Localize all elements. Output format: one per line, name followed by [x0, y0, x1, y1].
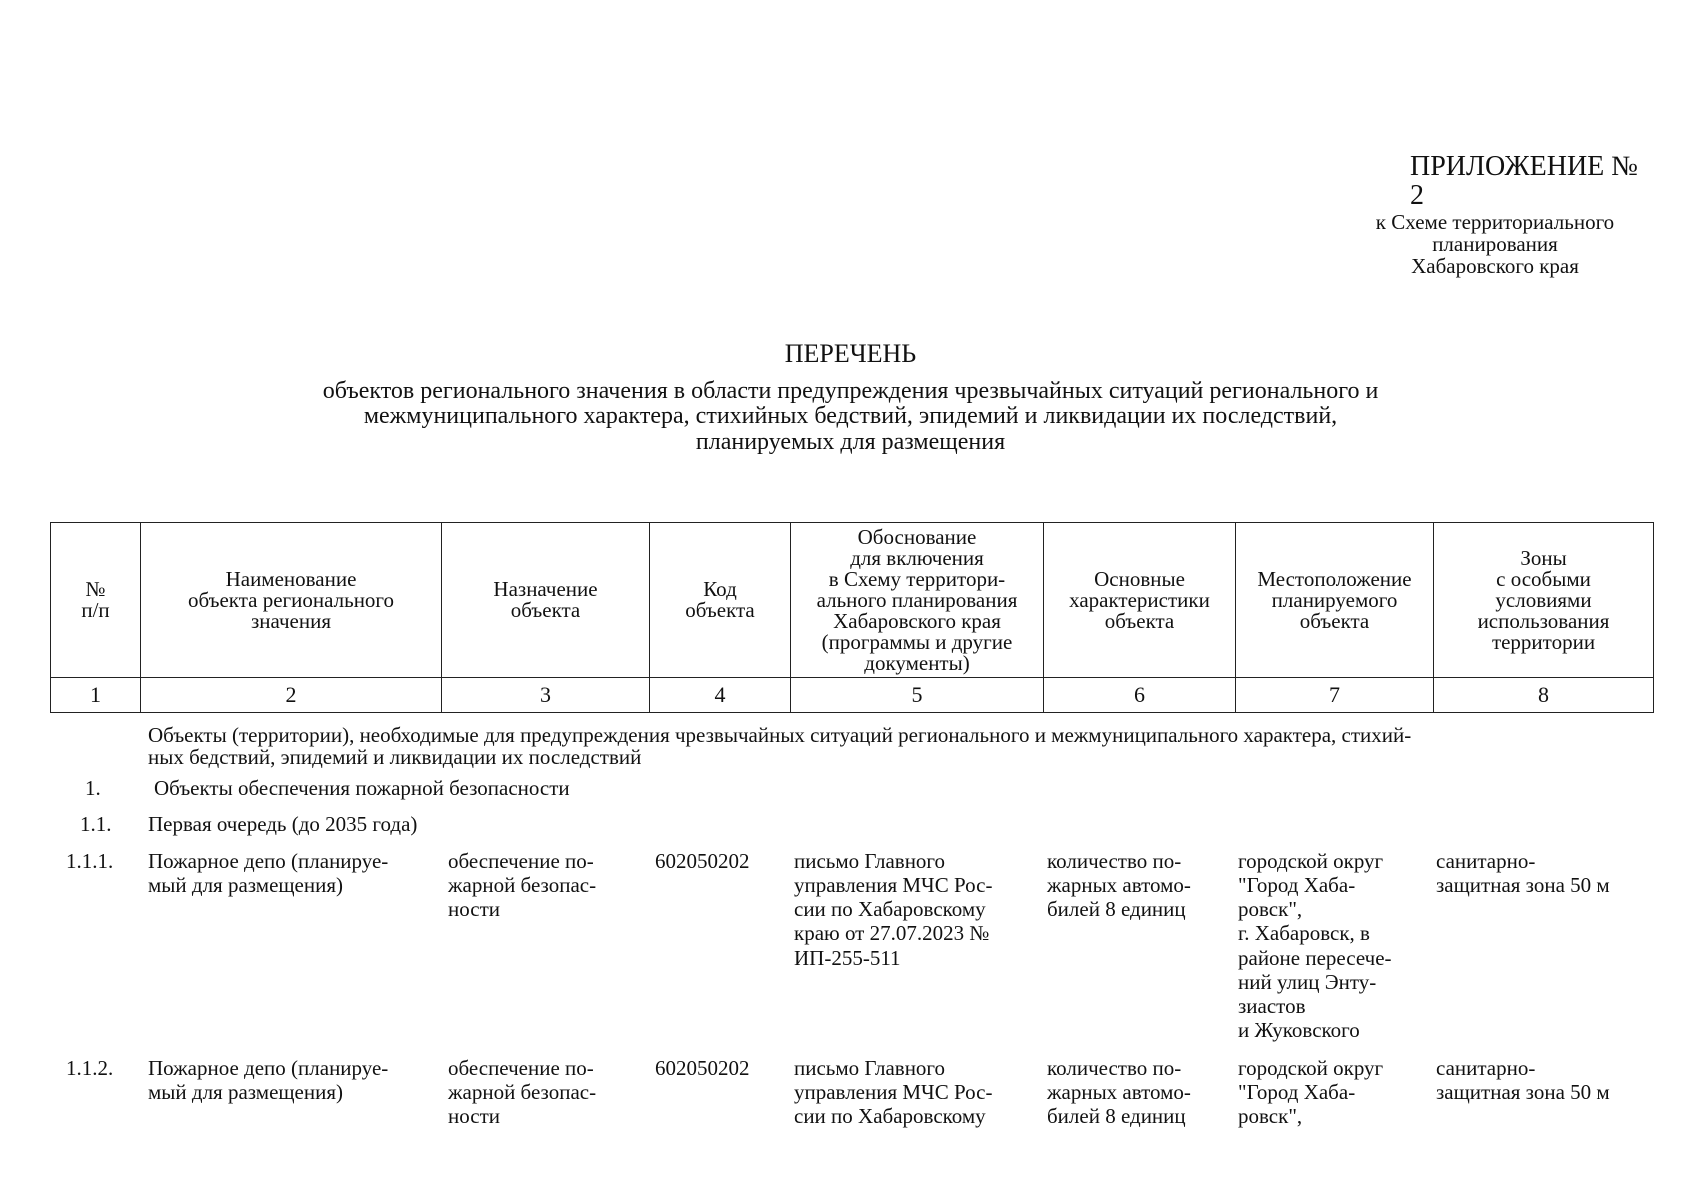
item-purpose-line: жарной безопас- — [448, 1080, 597, 1105]
item-location-line: ний улиц Энту- — [1238, 969, 1377, 994]
header-cell-line: объекта — [1104, 608, 1175, 633]
item-basis-line: управления МЧС Рос- — [794, 1080, 993, 1105]
item-characteristics-line: билей 8 единиц — [1047, 897, 1186, 922]
header-cell-line: Зоны — [1520, 545, 1567, 570]
appendix-line: Хабаровского края — [1411, 253, 1579, 278]
appendix-number: ПРИЛОЖЕНИЕ № 2 — [1410, 151, 1638, 212]
header-table — [50, 522, 1654, 713]
item-characteristics — [1047, 1056, 1227, 1128]
item-characteristics-line: жарных автомо- — [1047, 1080, 1191, 1105]
column-number-cell: 8 — [1434, 678, 1654, 713]
header-cell-line: документы) — [864, 650, 970, 675]
item-basis-line: управления МЧС Рос- — [794, 873, 993, 898]
section-intro-line: Объекты (территории), необходимые для предупреждения чрезвычайных ситуаций регионального и межмуниципального характера, стихий- — [148, 723, 1412, 747]
item-location-line: зиастов — [1238, 993, 1306, 1018]
header-cell-line: характеристики — [1069, 587, 1210, 612]
header-cell — [141, 523, 442, 678]
item-purpose-line: обеспечение по- — [448, 849, 594, 873]
item-zone — [1436, 1056, 1666, 1104]
item-location-line: и Жуковского — [1238, 1017, 1360, 1042]
level1-label: Объекты обеспечения пожарной безопасности — [154, 776, 570, 800]
item-characteristics — [1047, 849, 1227, 921]
item-location — [1238, 1056, 1428, 1128]
header-cell-line: Наименование — [225, 566, 357, 591]
header-cell-line: Назначение — [493, 577, 598, 601]
item-zone-line: санитарно- — [1436, 1056, 1536, 1080]
column-number-cell: 6 — [1044, 678, 1236, 713]
header-cell-line: Хабаровского края — [833, 608, 1001, 633]
item-location-line: ровск", — [1238, 897, 1303, 922]
header-cell-line: (программы и другие — [821, 629, 1013, 654]
header-cell-line: Код — [703, 577, 737, 601]
header-cell-line: ального планирования — [816, 587, 1018, 612]
column-number-row — [51, 678, 1654, 713]
column-number-cell: 4 — [650, 678, 791, 713]
item-zone-line: защитная зона 50 м — [1436, 873, 1610, 898]
item-name-line: мый для размещения) — [148, 873, 344, 898]
item-location-line: ровск", — [1238, 1104, 1303, 1129]
document-title-block — [100, 340, 1601, 455]
item-location-line: городской округ — [1238, 1056, 1384, 1080]
section-intro — [148, 724, 1648, 768]
item-purpose — [448, 849, 648, 921]
item-characteristics-line: жарных автомо- — [1047, 873, 1191, 898]
header-cell-line: Местоположение — [1257, 566, 1412, 591]
item-name-line: мый для размещения) — [148, 1080, 344, 1105]
header-cell-line: № — [85, 577, 106, 601]
header-cell-line: территории — [1491, 629, 1596, 654]
item-basis-line: краю от 27.07.2023 № — [794, 921, 990, 946]
column-number-cell: 3 — [442, 678, 650, 713]
item-purpose-line: жарной безопас- — [448, 873, 597, 898]
item-purpose-line: ности — [448, 897, 500, 922]
header-cell — [1236, 523, 1434, 678]
header-cell — [650, 523, 791, 678]
item-location-line: районе пересече- — [1238, 945, 1392, 970]
level1-number: 1. — [85, 776, 101, 800]
header-cell-line: в Схему территори- — [828, 566, 1006, 591]
item-basis — [794, 849, 1034, 970]
item-purpose — [448, 1056, 648, 1128]
item-basis-line: сии по Хабаровскому — [794, 897, 986, 922]
appendix-block — [1340, 152, 1650, 277]
item-name-line: Пожарное депо (планируе- — [148, 1056, 389, 1080]
item-basis-line: сии по Хабаровскому — [794, 1104, 986, 1129]
item-purpose-line: обеспечение по- — [448, 1056, 594, 1080]
item-code: 602050202 — [655, 849, 750, 873]
item-location-line: "Город Хаба- — [1238, 1080, 1356, 1105]
document-subtitle-line: объектов регионального значения в области предупреждения чрезвычайных ситуаций регионального и — [322, 378, 1379, 405]
header-cell-line: объекта — [510, 598, 581, 622]
item-name-line: Пожарное депо (планируе- — [148, 849, 389, 873]
item-zone — [1436, 849, 1666, 897]
item-number: 1.1.2. — [66, 1056, 114, 1080]
column-number-cell: 7 — [1236, 678, 1434, 713]
item-basis — [794, 1056, 1034, 1128]
header-cell-line: для включения — [850, 545, 984, 570]
level2-label: Первая очередь (до 2035 года) — [148, 812, 418, 836]
header-cell-line: объекта — [1299, 608, 1370, 633]
header-cell-line: с особыми — [1496, 566, 1591, 591]
header-cell-line: условиями — [1495, 587, 1592, 612]
item-code: 602050202 — [655, 1056, 750, 1080]
item-basis-line: ИП-255-511 — [794, 945, 901, 970]
header-cell — [442, 523, 650, 678]
document-subtitle-line: планируемых для размещения — [695, 428, 1006, 455]
header-cell-line: Основные — [1094, 566, 1185, 591]
header-cell-line: Обоснование — [857, 524, 977, 549]
header-cell-line: объекта — [685, 598, 755, 622]
item-zone-line: санитарно- — [1436, 849, 1536, 873]
item-zone-line: защитная зона 50 м — [1436, 1080, 1610, 1105]
item-basis-line: письмо Главного — [794, 1056, 946, 1080]
document-subtitle-line: межмуниципального характера, стихийных бедствий, эпидемий и ликвидации их последствий, — [363, 403, 1338, 430]
appendix-line: планирования — [1432, 231, 1558, 256]
item-location-line: "Город Хаба- — [1238, 873, 1356, 898]
item-location — [1238, 849, 1428, 1042]
header-cell — [791, 523, 1044, 678]
header-cell-line: значения — [250, 608, 332, 633]
item-characteristics-line: количество по- — [1047, 1056, 1182, 1080]
item-basis-line: письмо Главного — [794, 849, 946, 873]
appendix-line: к Схеме территориального — [1375, 209, 1615, 234]
header-cell — [1434, 523, 1654, 678]
item-characteristics-line: билей 8 единиц — [1047, 1104, 1186, 1129]
item-name — [148, 849, 438, 897]
document-title: ПЕРЕЧЕНЬ — [784, 339, 917, 368]
section-intro-line: ных бедствий, эпидемий и ликвидации их последствий — [148, 745, 642, 770]
header-cell-line: использования — [1477, 608, 1610, 633]
item-name — [148, 1056, 438, 1104]
column-number-cell: 1 — [51, 678, 141, 713]
header-cell — [1044, 523, 1236, 678]
level2-number: 1.1. — [80, 812, 112, 836]
header-cell — [51, 523, 141, 678]
item-location-line: г. Хабаровск, в — [1238, 921, 1370, 946]
header-cell-line: п/п — [81, 598, 110, 622]
header-cell-line: планируемого — [1271, 587, 1398, 612]
header-row — [51, 523, 1654, 678]
item-purpose-line: ности — [448, 1104, 500, 1129]
column-number-cell: 2 — [141, 678, 442, 713]
item-characteristics-line: количество по- — [1047, 849, 1182, 873]
item-number: 1.1.1. — [66, 849, 114, 873]
item-location-line: городской округ — [1238, 849, 1384, 873]
header-cell-line: объекта регионального — [187, 587, 395, 612]
column-number-cell: 5 — [791, 678, 1044, 713]
